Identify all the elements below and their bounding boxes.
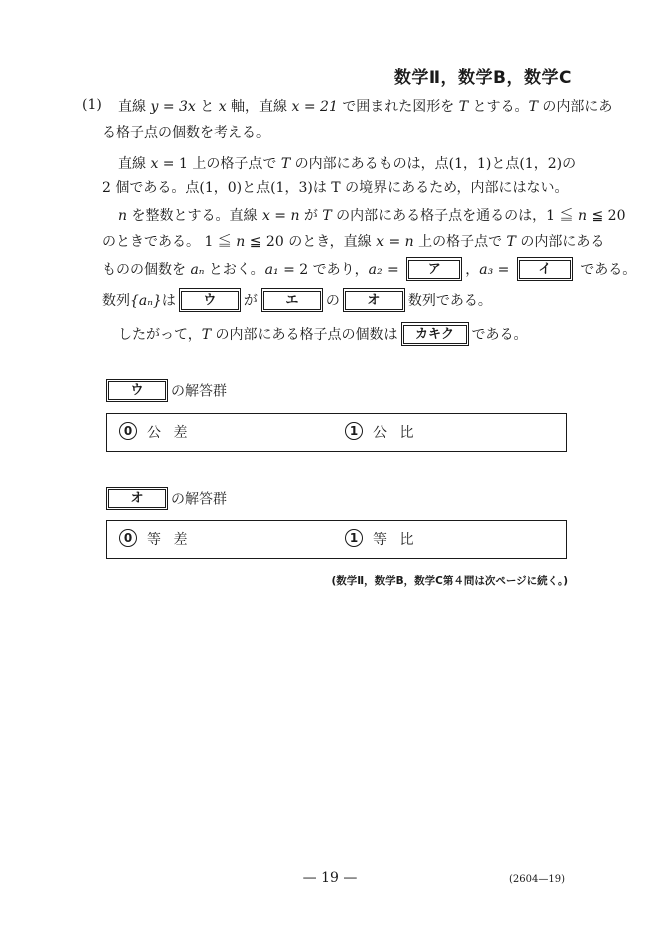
- choice-u-1[interactable]: 1 公 比: [345, 422, 417, 442]
- problem-line-8: 数列{aₙ}は ウ が エ の オ 数列である。: [102, 289, 492, 313]
- problem-line-3: 直線 x = 1 上の格子点で T の内部にあるものは，点(1，1)と点(1，2)の: [118, 156, 577, 172]
- choices-o-label: オ の解答群: [106, 488, 227, 511]
- choice-o-1[interactable]: 1 等 比: [345, 529, 417, 549]
- choice-number-1: 1: [345, 529, 363, 547]
- choices-u-label: ウ の解答群: [106, 380, 227, 403]
- choice-u-0[interactable]: 0 公 差: [119, 422, 191, 442]
- answer-box-o[interactable]: オ: [343, 288, 405, 312]
- choices-o-box: オ: [106, 487, 168, 510]
- answer-box-u[interactable]: ウ: [179, 288, 241, 312]
- problem-line-1: 直線 y = 3x と x 軸，直線 x = 21 で囲まれた図形を T とする。T の内部にあ: [118, 99, 613, 115]
- choices-o-panel: [106, 520, 567, 559]
- answer-box-a[interactable]: ア: [406, 257, 462, 281]
- problem-line-2: る格子点の個数を考える。: [102, 125, 270, 141]
- problem-line-7: ものの個数を aₙ とおく。a₁ = 2 であり，a₂ = ア ，a₃ = イ である。: [102, 258, 636, 282]
- problem-line-6: のときである。 1 ≦ n ≦ 20 のとき，直線 x = n 上の格子点で T の内部にある: [102, 234, 605, 250]
- problem-line-9: したがって，T の内部にある格子点の個数は カキク である。: [118, 323, 528, 347]
- answer-box-e[interactable]: エ: [261, 288, 323, 312]
- page-number: — 19 —: [302, 870, 358, 886]
- choice-o-0[interactable]: 0 等 差: [119, 529, 191, 549]
- choices-u-box: ウ: [106, 379, 168, 402]
- problem-line-5: n を整数とする。直線 x = n が T の内部にある格子点を通るのは，1 ≦ n ≦ 20: [118, 208, 626, 224]
- subject-header: 数学Ⅱ，数学B，数学C: [393, 68, 572, 88]
- problem-number: (1): [82, 97, 102, 113]
- exam-code: (2604—19): [509, 874, 565, 885]
- choices-u-panel: [106, 413, 567, 452]
- problem-line-4: 2 個である。点(1，0)と点(1，3)は T の境界にあるため，内部にはない。: [102, 180, 569, 196]
- answer-box-i[interactable]: イ: [517, 257, 573, 281]
- choice-number-0: 0: [119, 422, 137, 440]
- continuation-note: (数学Ⅱ，数学B，数学C第４問は次ページに続く。): [331, 575, 568, 587]
- choice-number-0: 0: [119, 529, 137, 547]
- choice-number-1: 1: [345, 422, 363, 440]
- answer-box-kakiku[interactable]: カキク: [401, 322, 469, 346]
